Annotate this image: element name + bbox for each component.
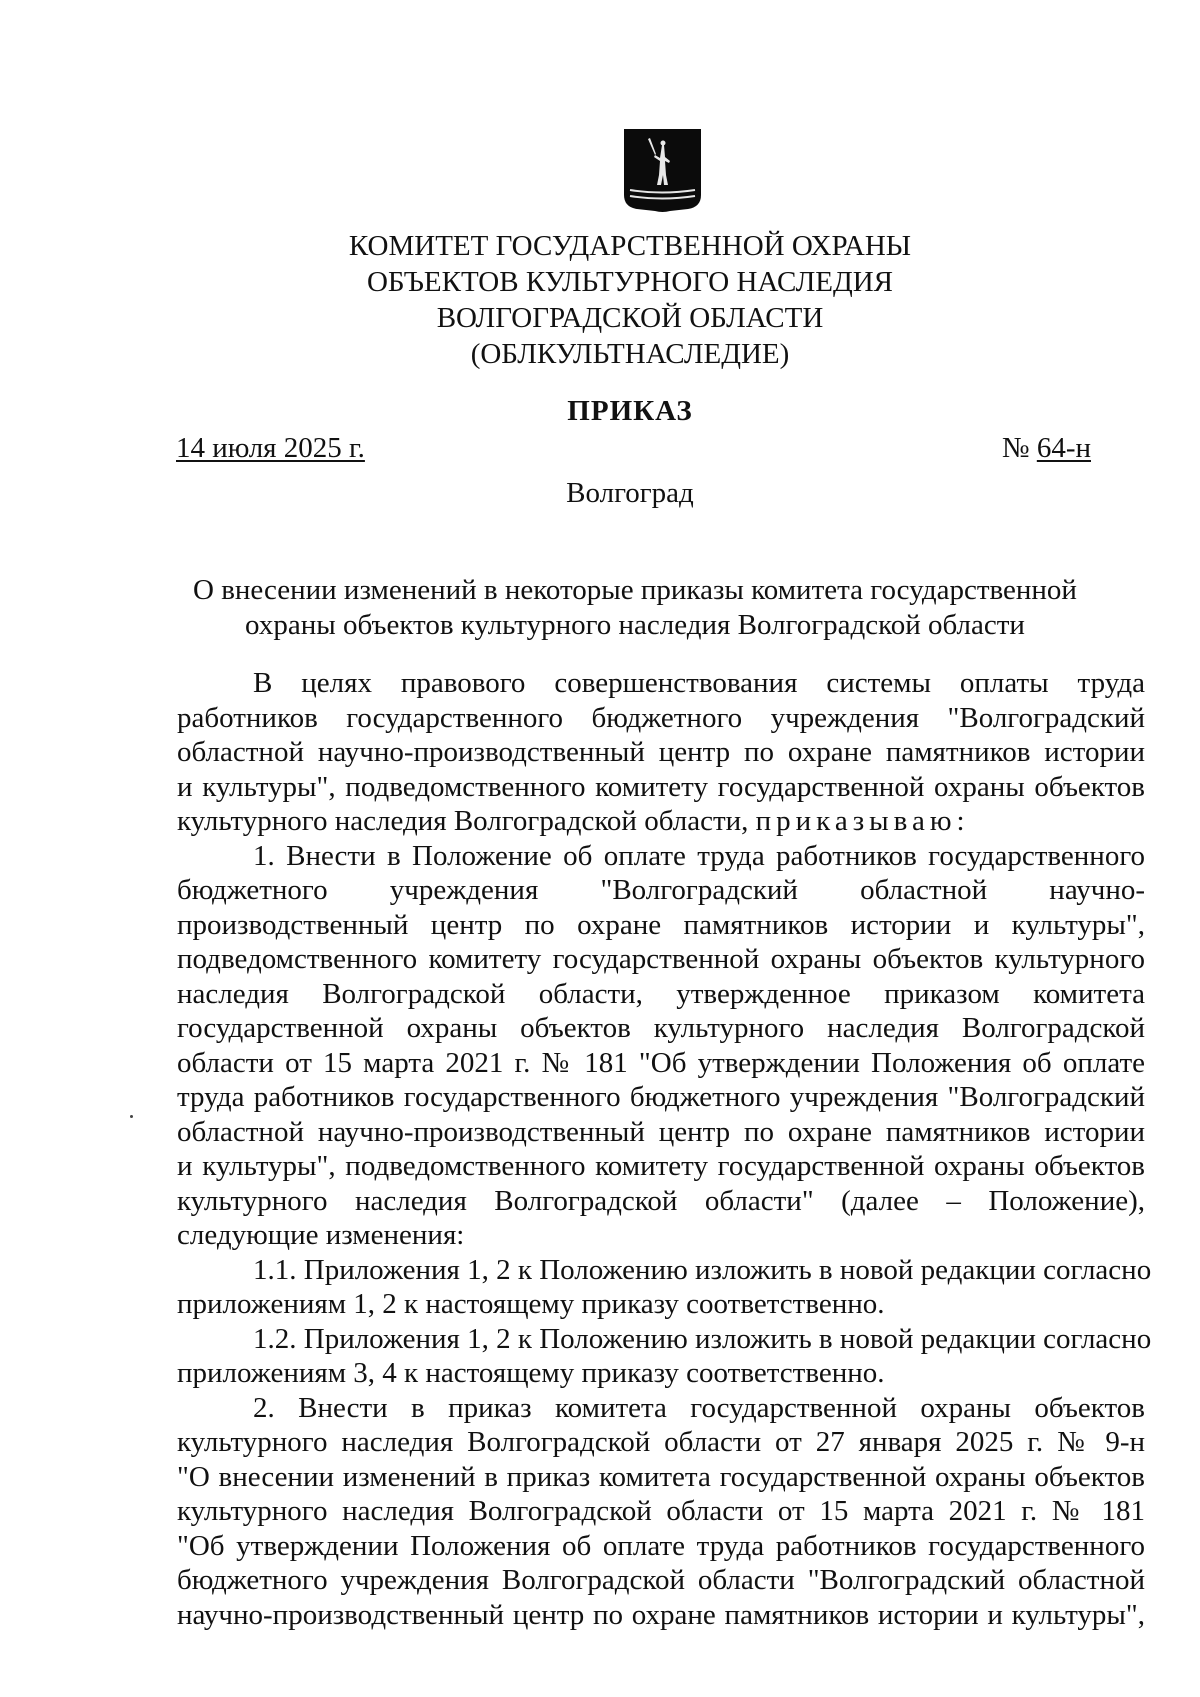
body-line: производственный центр по охране памятников истории и культуры", [177,908,1145,941]
body-line: работников государственного бюджетного учреждения "Волгоградский [177,701,1145,734]
body-line: культурного наследия Волгоградской области" (далее – Положение), [177,1184,1145,1217]
body-line: и культуры", подведомственного комитету государственной охраны объектов [177,1150,1145,1182]
body-line: приложениям 1, 2 к настоящему приказу соответственно. [177,1288,885,1320]
volgograd-coat-of-arms-emblem [622,127,703,213]
order-body [177,666,1152,1632]
body-line: научно-производственный центр по охране памятников истории и культуры", [177,1598,1145,1631]
order-number-prefix: № [1001,432,1030,464]
body-line: приложениям 3, 4 к настоящему приказу соответственно. [177,1357,885,1389]
body-line: культурного наследия Волгоградской области от 15 марта 2021 г. № 181 [177,1495,1145,1527]
body-line [177,804,1145,839]
subject-line: охраны объектов культурного наследия Волгоградской области [245,609,1025,641]
body-line: наследия Волгоградской области, утвержденное приказом комитета [177,977,1145,1010]
body-line-text: культурного наследия Волгоградской области, [177,805,749,837]
order-date: 14 июля 2025 г. [176,432,365,464]
organization-header [280,228,980,372]
header-line-2: ОБЪЕКТОВ КУЛЬТУРНОГО НАСЛЕДИЯ [366,266,894,298]
header-line-4: (ОБЛКУЛЬТНАСЛЕДИЕ) [470,338,790,370]
body-line: следующие изменения: [177,1219,465,1251]
header-line-1: КОМИТЕТ ГОСУДАРСТВЕННОЙ ОХРАНЫ [348,230,912,262]
header-line-3: ВОЛГОГРАДСКОЙ ОБЛАСТИ [436,302,824,334]
subject-line: О внесении изменений в некоторые приказы комитета государственной [193,574,1077,606]
order-number-value: 64-н [1036,432,1091,464]
body-line: 1.1. Приложения 1, 2 к Положению изложить в новой редакции согласно [253,1253,1152,1286]
document-type-title: ПРИКАЗ [567,395,693,427]
body-line: труда работников государственного бюджетного учреждения "Волгоградский [177,1081,1145,1113]
body-line: "О внесении изменений в приказ комитета государственной охраны объектов [177,1460,1145,1493]
body-line: бюджетного учреждения "Волгоградский областной научно- [177,874,1145,906]
body-line: В целях правового совершенствования системы оплаты труда [253,667,1145,699]
body-line: "Об утверждении Положения об оплате труда работников государственного [177,1529,1145,1562]
order-subject [180,573,1090,643]
body-line: 1. Внести в Положение об оплате труда работников государственного [253,839,1145,872]
order-keyword: приказываю: [755,805,970,837]
body-line: области от 15 марта 2021 г. № 181 "Об утверждении Положения об оплате [177,1046,1145,1079]
body-line: культурного наследия Волгоградской области от 27 января 2025 г. № 9-н [177,1426,1145,1458]
order-number [1002,430,1091,466]
scan-margin-mark [130,1115,133,1118]
city-name: Волгоград [566,477,694,509]
body-line: и культуры", подведомственного комитету государственной охраны объектов [177,770,1145,803]
body-line: областной научно-производственный центр по охране памятников истории [177,1115,1145,1148]
body-line: областной научно-производственный центр по охране памятников истории [177,736,1145,768]
body-line: 1.2. Приложения 1, 2 к Положению изложить в новой редакции согласно [253,1322,1152,1355]
body-line: подведомственного комитету государственной охраны объектов культурного [177,943,1145,975]
body-line: бюджетного учреждения Волгоградской области "Волгоградский областной [177,1564,1145,1596]
body-line: государственной охраны объектов культурного наследия Волгоградской [177,1012,1145,1044]
body-line: 2. Внести в приказ комитета государственной охраны объектов [253,1391,1145,1424]
